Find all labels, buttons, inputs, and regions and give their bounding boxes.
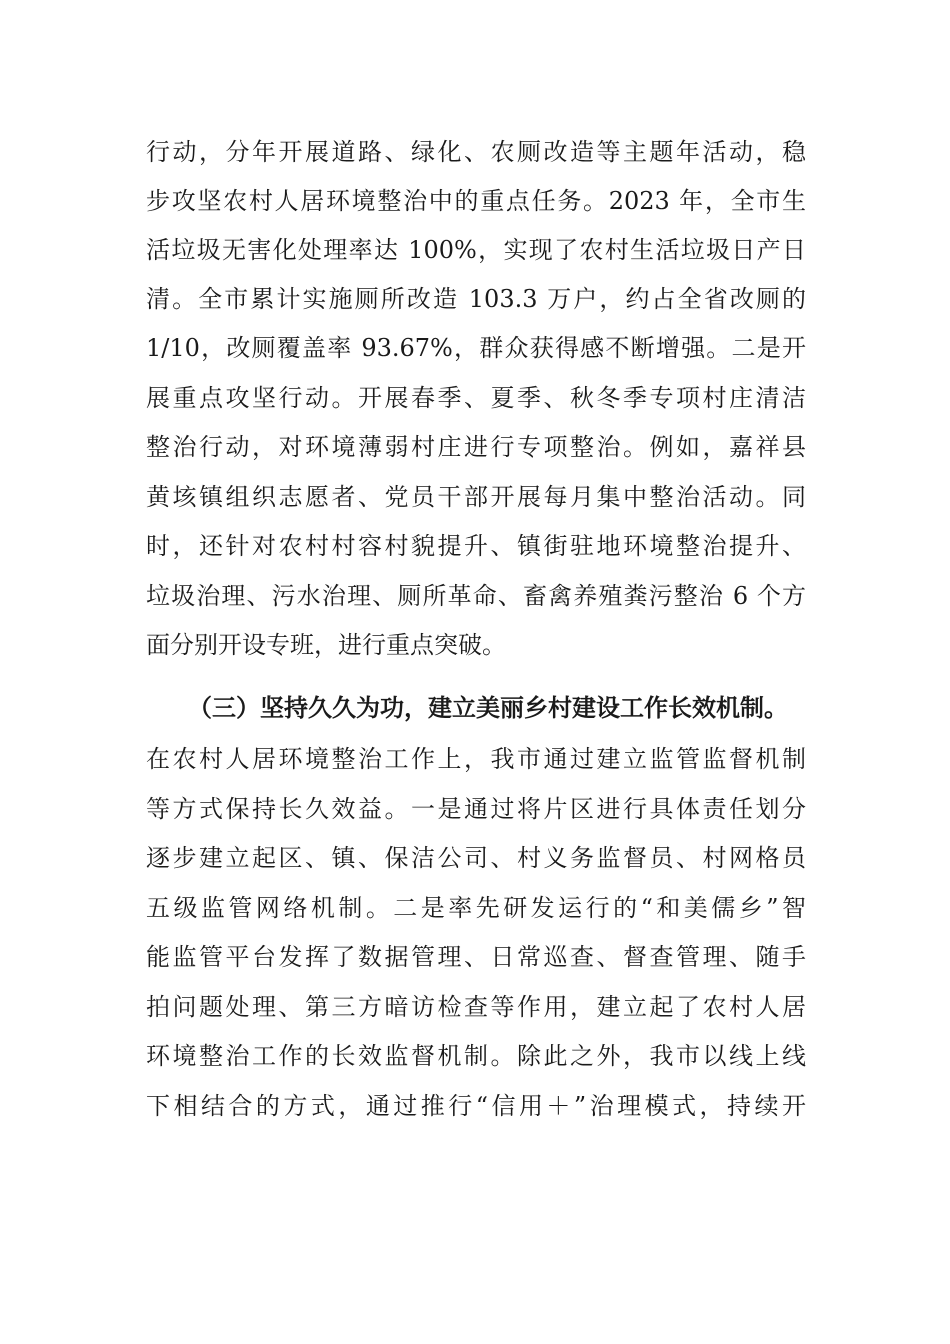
paragraph-line: 能监管平台发挥了数据管理、日常巡查、督查管理、随手 bbox=[146, 943, 806, 971]
paragraph-line: 1/10，改厕覆盖率 93.67%，群众获得感不断增强。二是开 bbox=[146, 334, 806, 362]
paragraph-line: 整治行动，对环境薄弱村庄进行专项整治。例如，嘉祥县 bbox=[146, 433, 806, 461]
section-heading: （三）坚持久久为功，建立美丽乡村建设工作长效机制。 bbox=[188, 693, 788, 722]
paragraph-line: 拍问题处理、第三方暗访检查等作用，建立起了农村人居 bbox=[146, 993, 806, 1021]
paragraph-line: 五级监管网络机制。二是率先研发运行的“和美儒乡”智 bbox=[146, 894, 806, 922]
paragraph-line: 环境整治工作的长效监督机制。除此之外，我市以线上线 bbox=[146, 1042, 806, 1070]
paragraph-line: 行动，分年开展道路、绿化、农厕改造等主题年活动，稳 bbox=[146, 138, 806, 166]
paragraph-line: 活垃圾无害化处理率达 100%，实现了农村生活垃圾日产日 bbox=[146, 236, 806, 264]
paragraph-line: 垃圾治理、污水治理、厕所革命、畜禽养殖粪污整治 6 个方 bbox=[146, 582, 806, 610]
paragraph-line: 步攻坚农村人居环境整治中的重点任务。2023 年，全市生 bbox=[146, 187, 806, 215]
paragraph-line: 清。全市累计实施厕所改造 103.3 万户，约占全省改厕的 bbox=[146, 285, 806, 313]
paragraph-line: 时，还针对农村村容村貌提升、镇街驻地环境整治提升、 bbox=[146, 532, 806, 560]
paragraph-line: 下相结合的方式，通过推行“信用＋”治理模式，持续开 bbox=[146, 1092, 806, 1120]
paragraph-line: 面分别开设专班，进行重点突破。 bbox=[146, 631, 506, 659]
paragraph-line: 黄垓镇组织志愿者、党员干部开展每月集中整治活动。同 bbox=[146, 483, 806, 511]
paragraph-line: 逐步建立起区、镇、保洁公司、村义务监督员、村网格员 bbox=[146, 844, 806, 872]
paragraph-line: 展重点攻坚行动。开展春季、夏季、秋冬季专项村庄清洁 bbox=[146, 384, 806, 412]
paragraph-line: 等方式保持长久效益。一是通过将片区进行具体责任划分 bbox=[146, 795, 806, 823]
paragraph-line: 在农村人居环境整治工作上，我市通过建立监管监督机制 bbox=[146, 745, 806, 773]
